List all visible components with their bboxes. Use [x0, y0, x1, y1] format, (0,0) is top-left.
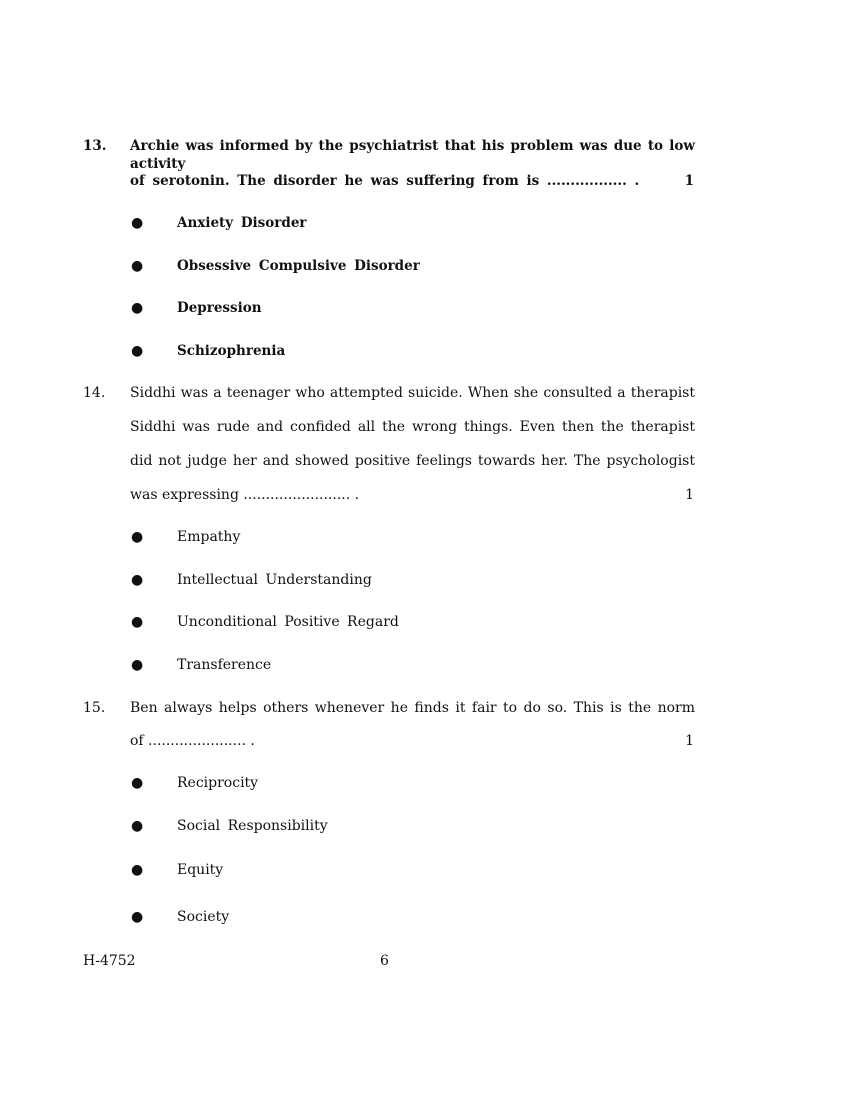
- bullet-icon: ●: [131, 775, 144, 791]
- question-text-line: Siddhi was a teenager who attempted suicide. When she consulted a therapist: [130, 385, 695, 401]
- question-text-line: Archie was informed by the psychiatrist that his problem was due to low activity: [130, 138, 695, 172]
- page-number: 6: [380, 953, 389, 969]
- question-text-line: did not judge her and showed positive feelings towards her. The psychologist: [130, 453, 695, 469]
- question-text-line: of serotonin. The disorder he was suffering from is ................. .: [130, 173, 640, 189]
- option: Anxiety Disorder: [177, 215, 307, 231]
- question-number: 13.: [83, 138, 107, 154]
- option: Transference: [177, 657, 272, 673]
- bullet-icon: ●: [131, 614, 144, 630]
- option: Schizophrenia: [177, 343, 286, 359]
- bullet-icon: ●: [131, 215, 144, 231]
- bullet-icon: ●: [131, 818, 144, 834]
- question-text-line: Siddhi was rude and confided all the wrong things. Even then the therapist: [130, 419, 695, 435]
- option: Unconditional Positive Regard: [177, 614, 399, 630]
- question-marks: 1: [685, 733, 694, 749]
- question-number: 15.: [83, 700, 106, 716]
- option: Reciprocity: [177, 775, 259, 791]
- question-number: 14.: [83, 385, 106, 401]
- paper-code: H-4752: [83, 953, 136, 969]
- bullet-icon: ●: [131, 657, 144, 673]
- question-text-line: Ben always helps others whenever he finds it fair to do so. This is the norm: [130, 700, 695, 716]
- bullet-icon: ●: [131, 572, 144, 588]
- bullet-icon: ●: [131, 862, 144, 878]
- question-marks: 1: [684, 173, 694, 189]
- option: Empathy: [177, 529, 241, 545]
- bullet-icon: ●: [131, 258, 144, 274]
- question-marks: 1: [685, 487, 694, 503]
- option: Equity: [177, 862, 224, 878]
- bullet-icon: ●: [131, 300, 144, 316]
- option: Social Responsibility: [177, 818, 328, 834]
- bullet-icon: ●: [131, 343, 144, 359]
- bullet-icon: ●: [131, 909, 144, 925]
- bullet-icon: ●: [131, 529, 144, 545]
- option: Obsessive Compulsive Disorder: [177, 258, 420, 274]
- option: Depression: [177, 300, 262, 316]
- option: Intellectual Understanding: [177, 572, 372, 588]
- option: Society: [177, 909, 230, 925]
- question-text-line: of ...................... .: [130, 733, 255, 749]
- question-text-line: was expressing ........................ .: [130, 487, 360, 503]
